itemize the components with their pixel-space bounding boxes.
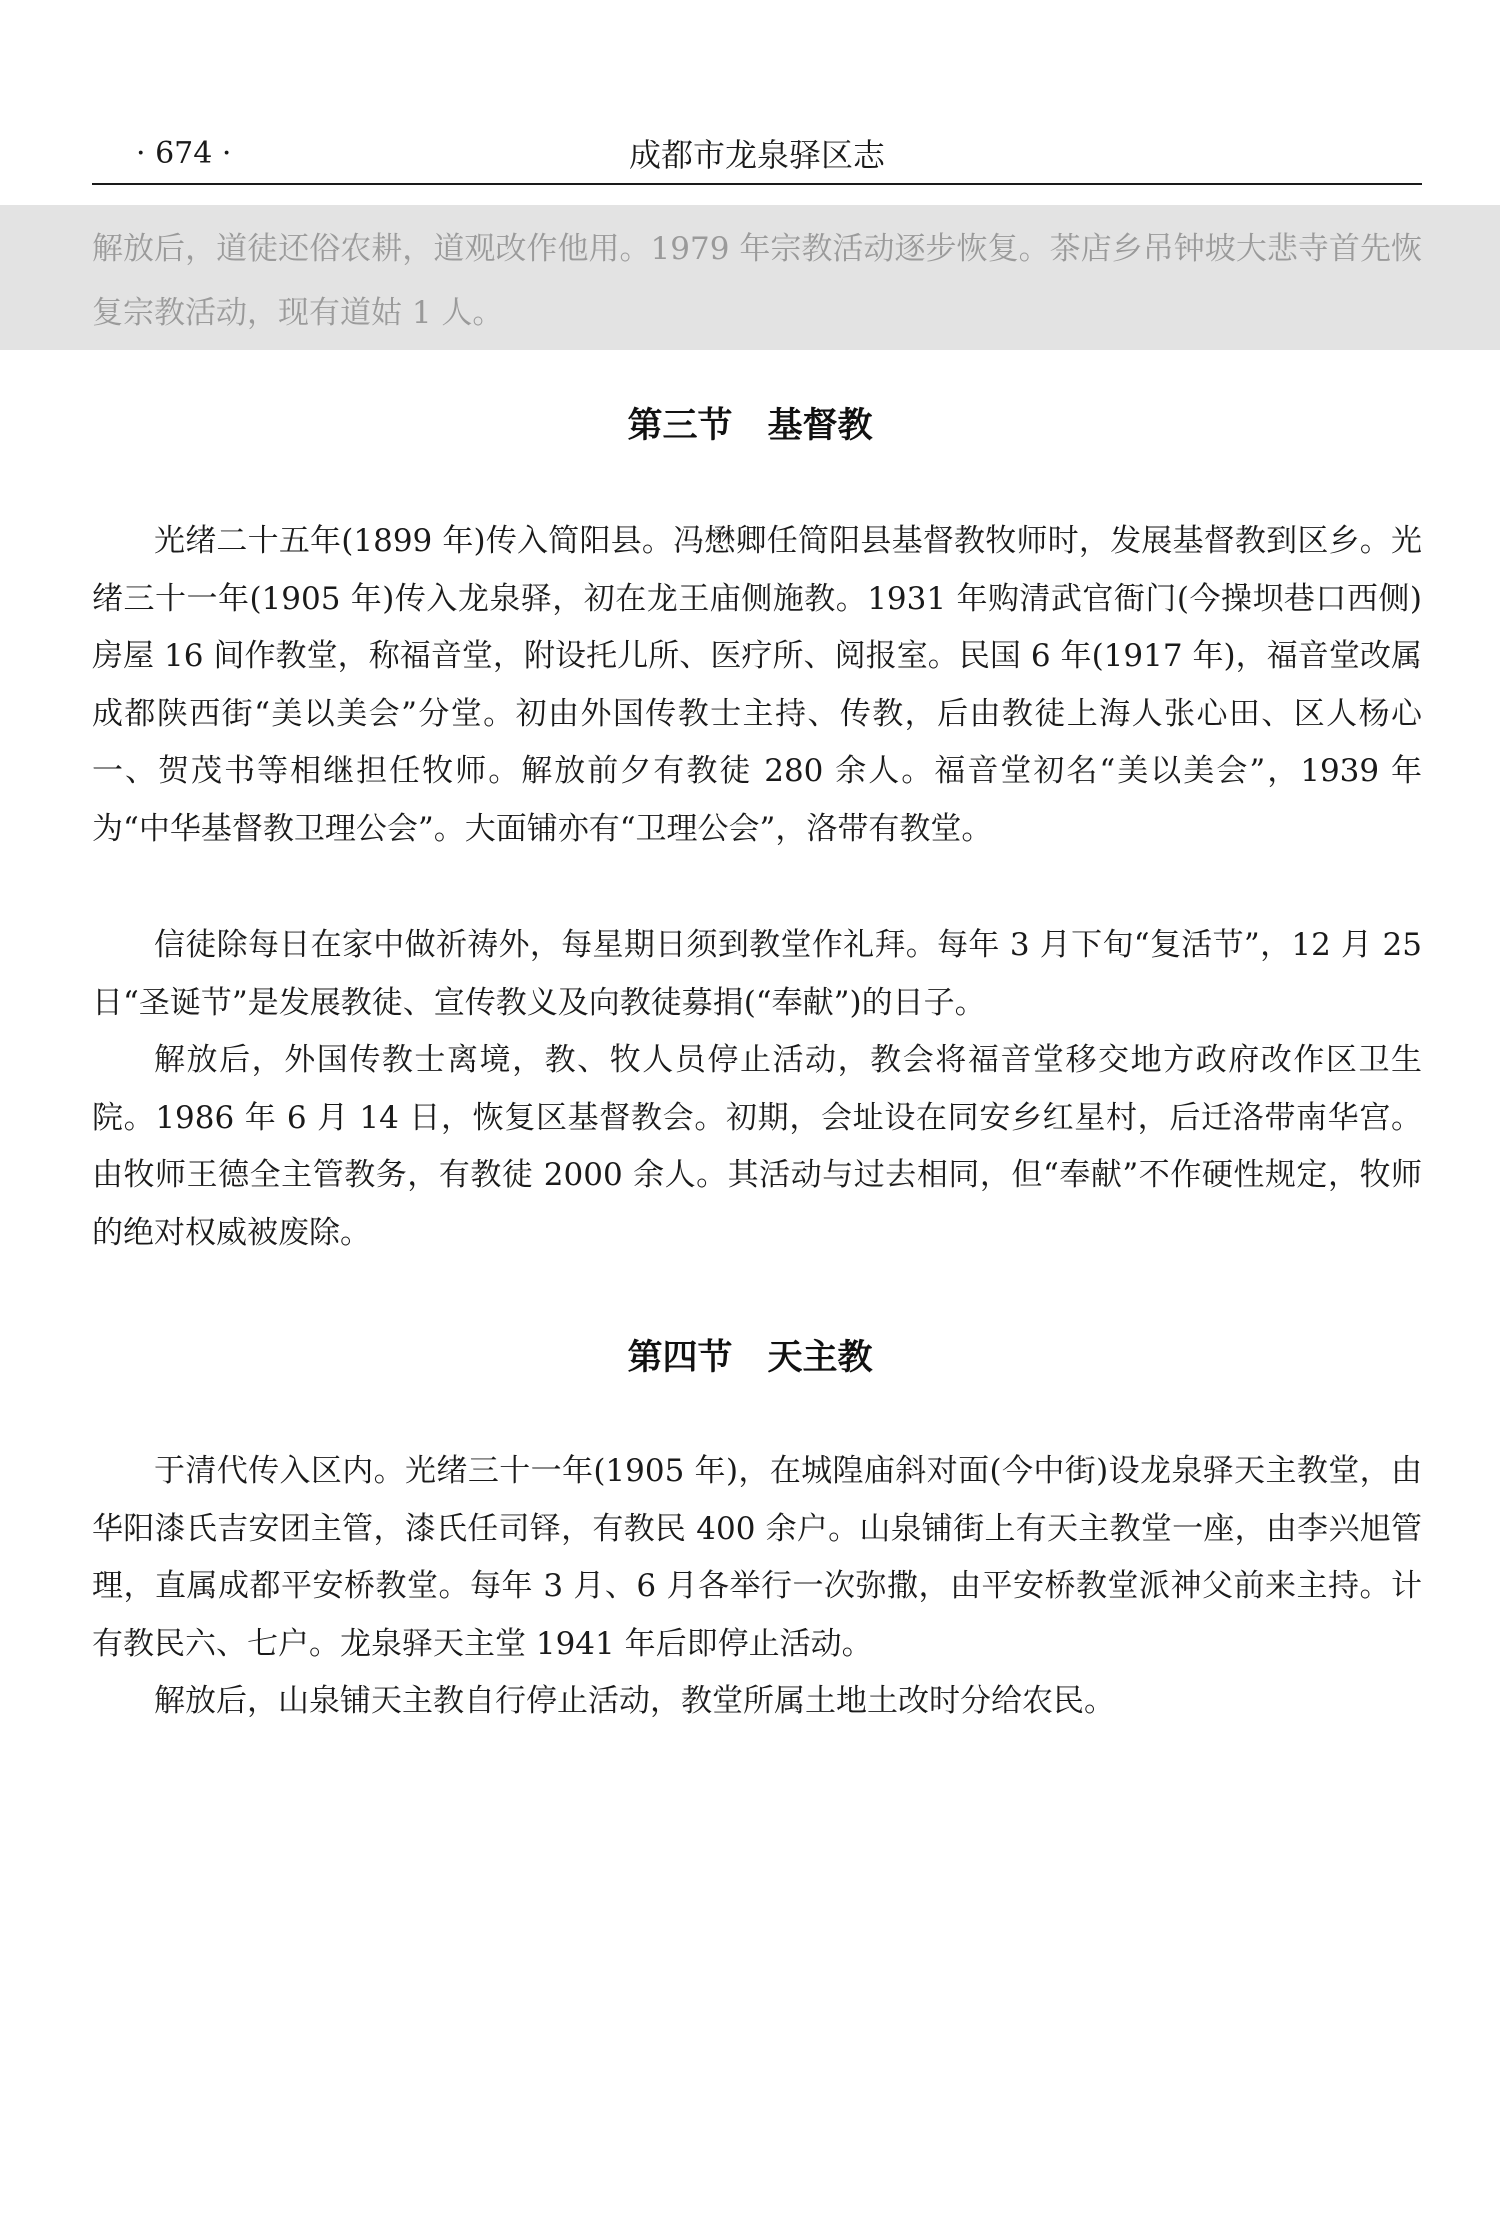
paragraph-christianity-after-liberation: 解放后，外国传教士离境，教、牧人员停止活动，教会将福音堂移交地方政府改作区卫生院。1986 年 6 月 14 日，恢复区基督教会。初期，会址设在同安乡红星村，后迁洛带南华宫。由牧师王德全主管教务，有教徒 2000 余人。其活动与过去相同，但“奉献”不作硬性规定，牧师的绝对权威被废除。 xyxy=(92,1042,1422,1251)
page-number: · 674 · xyxy=(136,136,232,171)
highlighted-paragraph-band xyxy=(0,205,1500,350)
paragraph-christianity-history: 光绪二十五年(1899 年)传入简阳县。冯懋卿任简阳县基督教牧师时，发展基督教到区乡。光绪三十一年(1905 年)传入龙泉驿，初在龙王庙侧施教。1931 年购清武官衙门(今操坝巷口西侧)房屋 16 间作教堂，称福音堂，附设托儿所、医疗所、阅报室。民国 6 年(1917 年)，福音堂改属成都陕西街“美以美会”分堂。初由外国传教士主持、传教，后由教徒上海人张心田、区人杨心一、贺茂书等相继担任牧师。解放前夕有教徒 280 余人。福音堂初名“美以美会”，1939 年为“中华基督教卫理公会”。大面铺亦有“卫理公会”，洛带有教堂。 xyxy=(92,523,1422,847)
highlighted-paragraph: 解放后，道徒还俗农耕，道观改作他用。1979 年宗教活动逐步恢复。茶店乡吊钟坡大悲寺首先恢复宗教活动，现有道姑 1 人。 xyxy=(92,231,1422,331)
section-heading-catholicism: 第四节 天主教 xyxy=(627,1338,873,1378)
page-header xyxy=(92,130,1422,184)
header-rule xyxy=(92,183,1422,185)
section-heading-christianity: 第三节 基督教 xyxy=(627,406,873,446)
paragraph-catholicism-history: 于清代传入区内。光绪三十一年(1905 年)，在城隍庙斜对面(今中街)设龙泉驿天主教堂，由华阳漆氏吉安团主管，漆氏任司铎，有教民 400 余户。山泉铺街上有天主教堂一座，由李兴旭管理，直属成都平安桥教堂。每年 3 月、6 月各举行一次弥撒，由平安桥教堂派神父前来主持。计有教民六、七户。龙泉驿天主堂 1941 年后即停止活动。 xyxy=(92,1453,1422,1662)
paragraph-catholicism-after-liberation: 解放后，山泉铺天主教自行停止活动，教堂所属土地土改时分给农民。 xyxy=(154,1683,1115,1719)
paragraph-christianity-worship: 信徒除每日在家中做祈祷外，每星期日须到教堂作礼拜。每年 3 月下旬“复活节”，12 月 25 日“圣诞节”是发展教徒、宣传教义及向教徒募捐(“奉献”)的日子。 xyxy=(92,927,1422,1021)
running-title: 成都市龙泉驿区志 xyxy=(628,136,885,174)
